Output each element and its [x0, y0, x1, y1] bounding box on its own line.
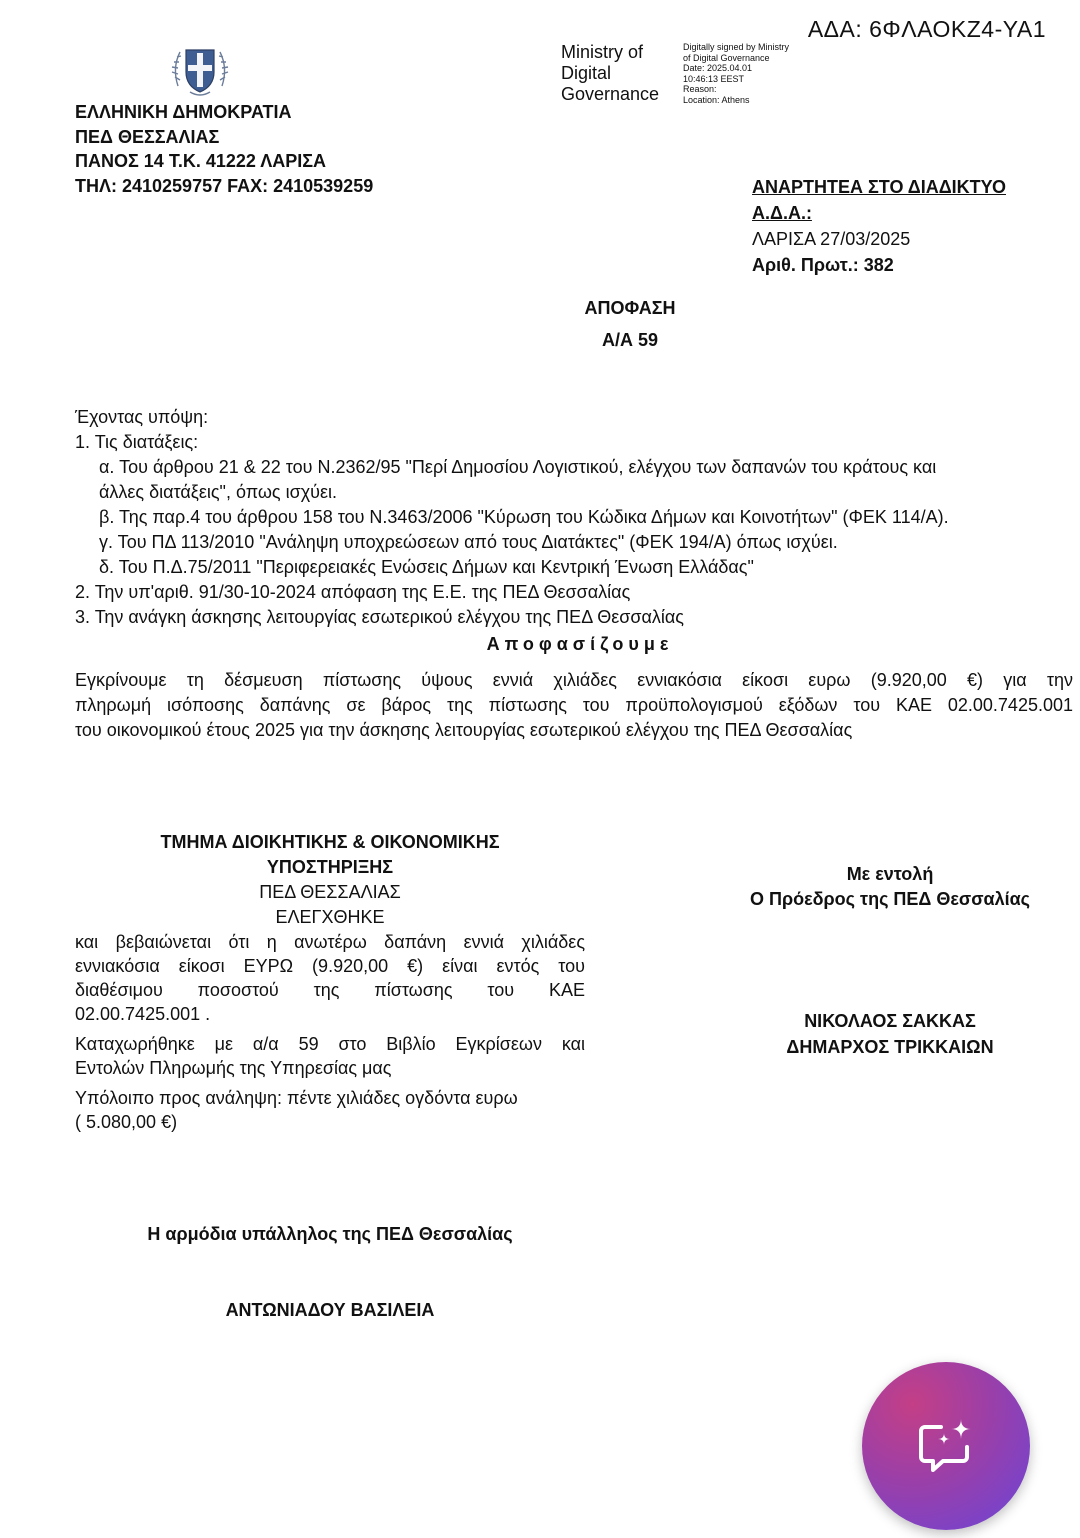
decision-title: ΑΠΟΦΑΣΗ — [584, 298, 676, 318]
decision-number: Α/Α 59 — [601, 330, 659, 350]
signature-org-line: Ministry of — [561, 42, 644, 62]
ai-chat-sparkle-icon — [913, 1413, 979, 1479]
mayor-signature — [700, 1008, 1080, 1060]
employee-title: Η αρμόδια υπάλληλος της ΠΕΔ Θεσσαλίας — [147, 1224, 513, 1244]
place-date: ΛΑΡΙΣΑ 27/03/2025 — [752, 229, 911, 249]
order-label: Με εντολή — [846, 864, 934, 884]
order-block — [700, 862, 1080, 912]
consideration-subitem: α. Του άρθρου 21 & 22 του Ν.2362/95 "Περί Δημοσίου Λογιστικού, ελέγχου των δαπανών του κράτους και — [99, 457, 937, 477]
signature-organization — [561, 42, 659, 105]
ada-label: Α.Δ.Α.: — [752, 203, 812, 223]
issuer-header — [75, 100, 373, 198]
approval-paragraph — [75, 668, 1073, 743]
verification-block — [75, 930, 585, 1134]
issuer-phone-fax: ΤΗΛ: 2410259757 FAX: 2410539259 — [75, 175, 374, 196]
consideration-subitem: γ. Του ΠΔ 113/2010 "Ανάληψη υποχρεώσεων από τους Διατάκτες" (ΦΕΚ 194/Α) όπως ισχύει. — [99, 532, 838, 552]
issuer-country: ΕΛΛΗΝΙΚΗ ΔΗΜΟΚΡΑΤΙΑ — [75, 102, 292, 122]
approval-line: Εγκρίνουμε τη δέσμευση πίστωσης ύψους εννιά χιλιάδες εννιακόσια είκοσι ευρω (9.920,00 €) για την — [75, 670, 1073, 690]
remaining-balance-line: Υπόλοιπο προς ανάληψη: πέντε χιλιάδες ογδόντα ευρω — [75, 1088, 518, 1108]
department-checked: ΕΛΕΓΧΘΗΚΕ — [275, 907, 385, 927]
signature-location: Location: Athens — [683, 94, 750, 105]
registration-line: Καταχωρήθηκε με α/α 59 στο Βιβλίο Εγκρίσεων και — [75, 1034, 585, 1054]
verification-line: 02.00.7425.001 . — [75, 1004, 211, 1024]
considerations-intro: Έχοντας υπόψη: — [75, 407, 209, 427]
verification-line: εννιακόσια είκοσι ΕΥΡΩ (9.920,00 €) είναι εντός του — [75, 956, 585, 976]
consideration-item: 1. Τις διατάξεις: — [75, 432, 199, 452]
verification-line: και βεβαιώνεται ότι η ανωτέρω δαπάνη εννιά χιλιάδες — [75, 932, 585, 952]
verification-line: διαθέσιμου ποσοστού της πίστωσης του ΚΑΕ — [75, 980, 585, 1000]
consideration-item: 3. Την ανάγκη άσκησης λειτουργίας εσωτερικού ελέγχου της ΠΕΔ Θεσσαλίας — [75, 607, 684, 627]
order-president: Ο Πρόεδρος της ΠΕΔ Θεσσαλίας — [749, 889, 1031, 909]
post-online-label: ΑΝΑΡΤΗΤΕΑ ΣΤΟ ΔΙΑΔΙΚΤΥΟ — [752, 177, 1006, 197]
consideration-item: 2. Την υπ'αριθ. 91/30-10-2024 απόφαση της Ε.Ε. της ΠΕΔ Θεσσαλίας — [75, 582, 631, 602]
issuer-organization: ΠΕΔ ΘΕΣΣΑΛΙΑΣ — [75, 126, 220, 147]
signature-metadata — [683, 42, 789, 106]
signature-signed-by-cont: of Digital Governance — [683, 52, 770, 63]
ai-assistant-button[interactable] — [862, 1362, 1030, 1530]
consideration-subitem-cont: άλλες διατάξεις", όπως ισχύει. — [99, 482, 338, 502]
greek-emblem-icon — [168, 36, 232, 100]
decide-heading: Αποφασίζουμε — [486, 634, 674, 654]
signature-date: Date: 2025.04.01 — [683, 63, 753, 74]
ada-code: ΑΔΑ: 6ΦΛΑΟΚΖ4-ΥΑ1 — [807, 16, 1046, 42]
issuer-address: ΠΑΝΟΣ 14 Τ.Κ. 41222 ΛΑΡΙΣΑ — [75, 151, 327, 171]
employee-name: ΑΝΤΩΝΙΑΔΟΥ ΒΑΣΙΛΕΙΑ — [225, 1300, 435, 1320]
approval-line: πληρωμή ισόποσης δαπάνης σε βάρος της πίστωσης του προϋπολογισμού εξόδων του ΚΑΕ 02.00.7425.001 — [75, 695, 1073, 715]
department-organization: ΠΕΔ ΘΕΣΣΑΛΙΑΣ — [259, 882, 401, 902]
consideration-subitem: δ. Του Π.Δ.75/2011 "Περιφερειακές Ενώσεις Δήμων και Κεντρική Ένωση Ελλάδας" — [99, 557, 754, 577]
signature-signed-by: Digitally signed by Ministry — [683, 42, 790, 52]
signature-reason: Reason: — [683, 84, 717, 95]
consideration-subitem: β. Της παρ.4 του άρθρου 158 του Ν.3463/2006 "Κύρωση του Κώδικα Δήμων και Κοινοτήτων" (ΦΕΚ 114/Α). — [99, 507, 949, 527]
mayor-name: ΝΙΚΟΛΑΟΣ ΣΑΚΚΑΣ — [804, 1011, 976, 1031]
publication-info — [752, 174, 1006, 278]
department-block — [75, 830, 585, 930]
signature-org-line: Digital — [561, 63, 612, 83]
department-name-cont: ΥΠΟΣΤΗΡΙΞΗΣ — [266, 857, 394, 877]
registration-line: Εντολών Πληρωμής της Υπηρεσίας μας — [75, 1058, 392, 1078]
digital-signature-stamp — [561, 40, 821, 110]
department-name: ΤΜΗΜΑ ΔΙΟΙΚΗΤΙΚΗΣ & ΟΙΚΟΝΟΜΙΚΗΣ — [160, 832, 500, 852]
signature-time: 10:46:13 EEST — [683, 73, 745, 84]
remaining-balance-amount: ( 5.080,00 €) — [75, 1112, 178, 1132]
decision-heading — [0, 292, 1080, 356]
mayor-title: ΔΗΜΑΡΧΟΣ ΤΡΙΚΚΑΙΩΝ — [786, 1037, 994, 1057]
approval-line: του οικονομικού έτους 2025 για την άσκησης λειτουργίας εσωτερικού ελέγχου της ΠΕΔ Θεσσαλίας — [75, 720, 853, 740]
protocol-number: Αριθ. Πρωτ.: 382 — [752, 255, 894, 275]
considerations-list — [75, 405, 1075, 630]
signature-org-line: Governance — [561, 84, 660, 104]
